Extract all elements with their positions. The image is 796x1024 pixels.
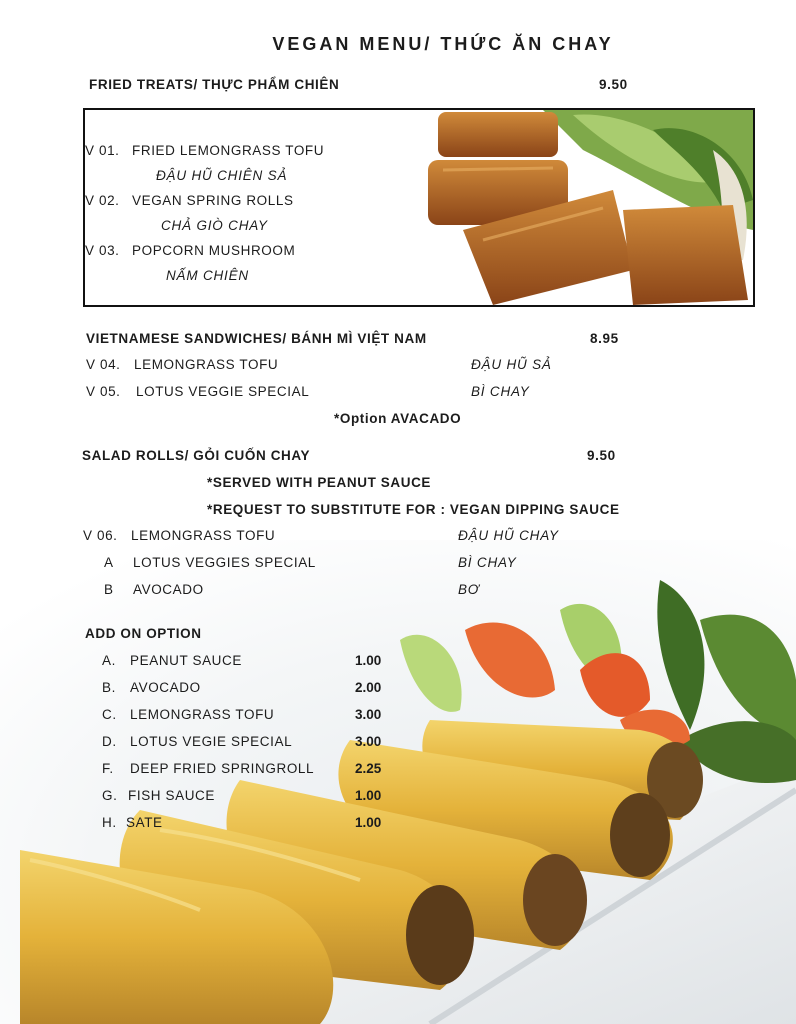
addon-price: 3.00 (355, 707, 382, 722)
item-name: LOTUS VEGGIE SPECIAL (136, 384, 310, 399)
section-heading-fried: FRIED TREATS/ THỰC PHẨM CHIÊN (89, 77, 340, 92)
addon-price: 1.00 (355, 788, 382, 803)
addon-code: C. (102, 707, 117, 722)
addon-name: LOTUS VEGIE SPECIAL (130, 734, 293, 749)
addon-name: LEMONGRASS TOFU (130, 707, 275, 722)
addon-code: A. (102, 653, 116, 668)
addon-price: 1.00 (355, 653, 382, 668)
item-name: POPCORN MUSHROOM (132, 243, 296, 258)
item-viet-name: CHẢ GIÒ CHAY (161, 218, 268, 233)
section-heading-sandwich: VIETNAMESE SANDWICHES/ BÁNH MÌ VIỆT NAM (86, 331, 427, 346)
addon-code: B. (102, 680, 116, 695)
item-name: LEMONGRASS TOFU (134, 357, 279, 372)
addon-price: 2.25 (355, 761, 382, 776)
item-viet-name: NẤM CHIÊN (166, 268, 249, 283)
salad-note-substitute: *REQUEST TO SUBSTITUTE FOR : VEGAN DIPPING SAUCE (207, 502, 620, 517)
item-viet-name: BƠ (458, 582, 480, 597)
item-viet-name: BÌ CHAY (458, 555, 517, 570)
addon-code: D. (102, 734, 117, 749)
addon-code: F. (102, 761, 114, 776)
addon-price: 3.00 (355, 734, 382, 749)
addon-price: 2.00 (355, 680, 382, 695)
page-title: VEGAN MENU/ THỨC ĂN CHAY (272, 34, 614, 54)
addon-code: H. (102, 815, 117, 830)
item-code: V 05. (86, 384, 121, 399)
addon-name: FISH SAUCE (128, 788, 216, 803)
addon-name: DEEP FRIED SPRINGROLL (130, 761, 315, 776)
item-name: LEMONGRASS TOFU (131, 528, 276, 543)
item-viet-name: ĐẬU HŨ CHAY (458, 528, 559, 543)
item-name: VEGAN SPRING ROLLS (132, 193, 294, 208)
price-sandwich: 8.95 (590, 331, 619, 346)
item-code: V 01. (85, 143, 120, 158)
item-code: V 06. (83, 528, 118, 543)
item-code: A (104, 555, 114, 570)
addon-price: 1.00 (355, 815, 382, 830)
addon-name: SATE (126, 815, 163, 830)
salad-note-peanut: *SERVED WITH PEANUT SAUCE (207, 475, 432, 490)
item-name: AVOCADO (133, 582, 204, 597)
item-code: B (104, 582, 114, 597)
addon-name: AVOCADO (130, 680, 201, 695)
addon-code: G. (102, 788, 118, 803)
price-fried: 9.50 (599, 77, 628, 92)
item-code: V 04. (86, 357, 121, 372)
section-heading-addon: ADD ON OPTION (85, 626, 202, 641)
item-code: V 03. (85, 243, 120, 258)
section-heading-salad: SALAD ROLLS/ GỎI CUỐN CHAY (82, 448, 311, 463)
item-viet-name: BÌ CHAY (471, 384, 530, 399)
item-viet-name: ĐẬU HŨ CHIÊN SẢ (156, 168, 288, 183)
item-code: V 02. (85, 193, 120, 208)
addon-name: PEANUT SAUCE (130, 653, 242, 668)
item-name: FRIED LEMONGRASS TOFU (132, 143, 325, 158)
item-viet-name: ĐẬU HŨ SẢ (471, 357, 552, 372)
spring-rolls-photo (0, 540, 796, 1024)
price-salad: 9.50 (587, 448, 616, 463)
item-name: LOTUS VEGGIES SPECIAL (133, 555, 316, 570)
fried-tofu-photo (423, 110, 753, 305)
sandwich-option-note: *Option AVACADO (334, 411, 462, 426)
